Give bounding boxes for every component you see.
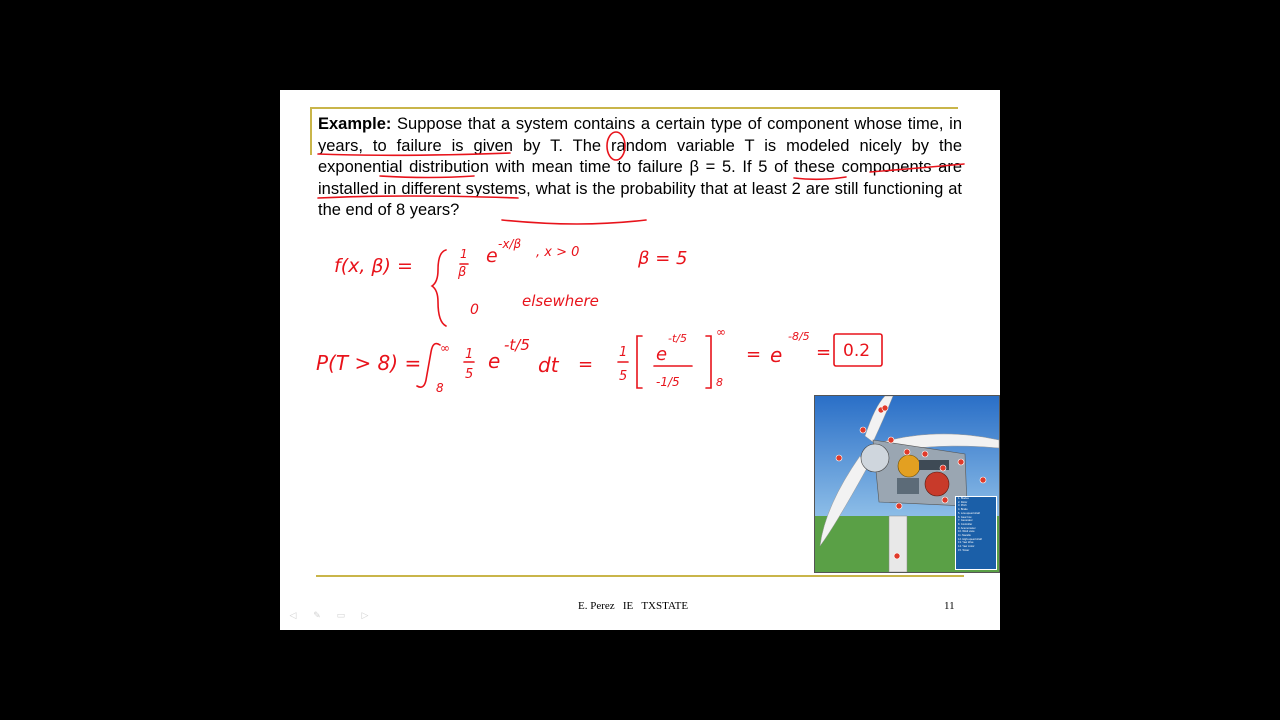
- pdf-case2-condition: elsewhere: [522, 292, 599, 310]
- legend-item: 12. High-speed shaft: [958, 537, 982, 541]
- problem-text: Suppose that a system contains a certain type of component whose time, in years, to failure is given by T. The random variable T is modeled nicely by the exponential distribution with mean time to failure β = 5. If 5 of these components are installed in different systems, what is the probability that at least 2 are still functioning at the end of 8 years?: [318, 115, 962, 219]
- step2-exp-power: -t/5: [668, 332, 687, 345]
- step2-lower: 8: [716, 376, 723, 389]
- slide-menu-button[interactable]: ▭: [336, 610, 346, 620]
- pdf-frac-den: β: [458, 265, 467, 280]
- legend-item: 8. Controller: [958, 522, 973, 526]
- equals-2: =: [746, 344, 762, 365]
- right-bracket: [706, 336, 711, 388]
- integral-lower: 8: [436, 381, 444, 395]
- pdf-case2-value: 0: [470, 302, 479, 318]
- next-slide-button[interactable]: ▷: [361, 610, 369, 620]
- bottom-rule: [316, 575, 964, 577]
- step2-den: 5: [619, 369, 628, 384]
- beta-value: β = 5: [638, 248, 688, 269]
- integrand-exp-base: e: [488, 349, 501, 373]
- underline-beta: [794, 177, 846, 179]
- step2-num: 1: [619, 345, 628, 360]
- legend-item: 15. Tower: [958, 548, 970, 552]
- brace: [432, 250, 446, 326]
- step3-exp-base: e: [770, 343, 783, 367]
- pdf-exp-base: e: [486, 245, 498, 267]
- equals-1: =: [578, 354, 594, 375]
- underline-components-installed: [318, 196, 518, 198]
- step2-inner-den: -1/5: [656, 375, 680, 389]
- integrand-dt: dt: [538, 353, 559, 377]
- step3-exp-power: -8/5: [788, 330, 810, 343]
- legend-item: 3. Pitch: [958, 504, 967, 508]
- figure-legend: [955, 496, 997, 570]
- circle-T: [607, 132, 625, 160]
- legend-item: 11. Nacelle: [958, 534, 971, 538]
- previous-slide-button[interactable]: ◁: [289, 610, 297, 620]
- legend-item: 1. Blades: [958, 497, 969, 500]
- legend-item: 2. Rotor: [958, 500, 968, 504]
- equals-3: =: [816, 342, 832, 363]
- pdf-exp-power: -x/β: [498, 237, 522, 251]
- pen-tool-button[interactable]: ✎: [313, 610, 321, 620]
- pdf-frac-num: 1: [460, 247, 468, 261]
- slideshow-controls: [286, 610, 372, 620]
- legend-item: 6. Gear box: [958, 515, 972, 519]
- step2-upper: ∞: [716, 325, 726, 339]
- step2-exp-base: e: [656, 344, 668, 365]
- integrand-den: 5: [465, 367, 474, 382]
- integrand-exp-power: -t/5: [504, 336, 530, 354]
- left-bracket: [637, 336, 642, 388]
- legend-item: 5. Low-speed shaft: [958, 511, 980, 515]
- integral-upper: ∞: [440, 341, 450, 355]
- legend-item: 9. Anemometer: [958, 526, 976, 530]
- legend-item: 7. Generator: [958, 519, 973, 523]
- legend-item: 10. Wind vane: [958, 530, 975, 534]
- underline-end-8-years: [502, 220, 646, 224]
- integrand-num: 1: [465, 347, 474, 362]
- pdf-lhs: f(x, β) =: [334, 255, 413, 277]
- answer-value: 0.2: [843, 341, 871, 361]
- slide: [280, 90, 1000, 630]
- underline-exponential: [380, 176, 474, 178]
- example-label: Example:: [318, 115, 392, 133]
- underline-time-to-failure: [318, 153, 510, 155]
- legend-item: 14. Yaw motor: [958, 545, 975, 549]
- wind-turbine-figure: [814, 395, 1000, 573]
- page-number: 11: [944, 600, 955, 612]
- underline-5-of-these: [870, 164, 964, 172]
- legend-item: 4. Brake: [958, 508, 968, 512]
- legend-item: 13. Yaw drive: [958, 541, 974, 545]
- footer-author: E. Perez IE TXSTATE: [578, 600, 689, 612]
- pdf-condition: , x > 0: [536, 245, 580, 260]
- prob-lhs: P(T > 8) =: [316, 351, 422, 375]
